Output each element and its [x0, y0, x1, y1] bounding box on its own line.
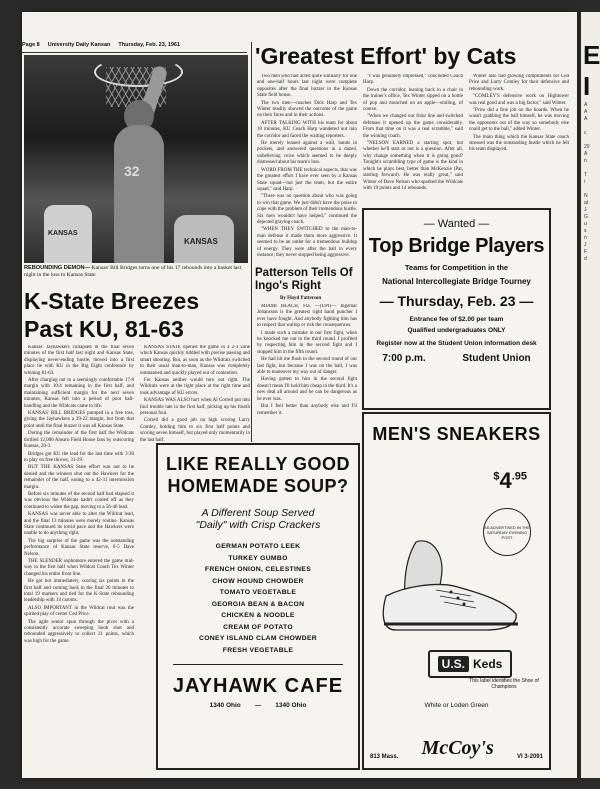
player-body	[114, 125, 164, 263]
adjacent-page-strip	[581, 12, 600, 778]
advertised-seal: AS ADVERTISED IN THE SATURDAY EVENING POST	[483, 508, 531, 556]
list-item: FRENCH ONION, CELESTINES	[204, 566, 312, 573]
paragraph: Bridges got KU the lead for the last time with 3:30 to play on free throws, 31-29.	[24, 451, 134, 463]
list-item: GEORGIA BEAN & BACON	[211, 600, 305, 608]
sneaker-colors: White or Loden Green	[424, 702, 489, 709]
paragraph: MIAMI BEACH, Fla. —(UPI)— Ingemar Johansson is the greatest right hand puncher I ever have fought. And anybody fighting him has to respect that wallop or risk the consequences.	[257, 304, 357, 329]
ad-time-place	[364, 353, 549, 364]
price-dollar: $	[493, 470, 500, 483]
paragraph: AFTER TALKING WITH his team for about 10 minutes, KU Coach Harp wandered out into the corridor and faced the waiting reporters.	[257, 120, 357, 139]
soup-advertisement	[156, 443, 360, 770]
list-item: TURKEY GUMBO	[228, 554, 288, 562]
store-name: McCoy's	[421, 737, 494, 759]
paragraph: ALSO IMPORTANT in the Wildcat rout was the spirited play of center Ced Price.	[24, 605, 134, 618]
paragraph: KANSAS' BILL BRIDGES pumped in a free toss, giving the Jayhawkers a 29-22 margin, but from that point until the final buzzer it was all Kansas State.	[24, 411, 134, 429]
jersey-text-left: KANSAS	[48, 230, 78, 237]
sneaker-illustration	[376, 534, 526, 644]
paragraph: The agile senior spun through the pivot with a consistently accurate sweeping hook shot and rebounded aggressively to collect 21 points, which was high for the game.	[24, 619, 134, 644]
ad-teams: Teams for Competition in the	[404, 263, 509, 272]
list-item: CONEY ISLAND CLAM CHOWDER	[198, 635, 317, 642]
paragraph: KANSAS was never able to alter the Wildcat lead, and the final 13 minutes were merely routine. Kansas State continued its torrid pace and the Hawkers were unable to do anything right.	[24, 512, 134, 537]
keds-logo	[428, 650, 512, 678]
strip-letter: E	[583, 40, 600, 70]
sneaker-price	[493, 468, 527, 494]
ad-qualification: Qualified undergraduates ONLY	[407, 327, 506, 334]
list-item: TOMATO VEGETABLE	[219, 589, 297, 596]
list-item: CHICKEN & NOODLE	[221, 612, 295, 619]
price-main: 4	[499, 468, 512, 493]
paragraph: The big surprise of the game was the outstanding performance of Kansas State reserve, 6-5 Dave Nelson.	[24, 538, 134, 557]
paragraph: "WHEN THEY SWITCHED to the man-to-man defense it made them more aggressive. It seemed to be an outlet for a tremendous buildup of energy. They were after the ball in every instance; they never stopped being aggressive.	[257, 227, 357, 258]
patterson-body	[257, 304, 357, 444]
dash: —	[254, 702, 262, 709]
effort-col-3	[469, 74, 569, 204]
column-rule	[251, 42, 252, 442]
cafe-address-right: 1340 Ohio	[275, 702, 307, 709]
paragraph: The two men—coaches Dick Harp and Tex Winter readily showed the outcome of the game on their faces and in their actions.	[257, 100, 357, 119]
paragraph: Kansas' Jayhawkers collapsed in the final seven minutes of the first half last night and Kansas State, displaying never-ending hustle, moved into a first place tie with KU in the Big Eight conference by winning 81-63.	[24, 345, 134, 376]
paragraph: "NELSON EARNED a starting spot, but whether he'll start or not is a question. After all, why change something when it is going good? Tonight's scrambling type of game is the kind in which he plays best, better than McKenzie (Pat, starting forward). He was really great," said Winter of Dave Nelson who sparked the Wildcats with 19 points and 14 rebounds.	[363, 141, 463, 191]
soup-list	[158, 541, 358, 656]
paragraph: Correll did a good job on high scoring Larry Comley, holding him to six first half points and scoring seven himself, but played only momentarily in the last half.	[140, 418, 250, 443]
list-item: CHOW HOUND CHOWDER	[212, 577, 304, 585]
paragraph: For Kansas neither would turn out right. The Wildcats were at the right place at the right time and took advantage of KU errors.	[140, 378, 250, 396]
sneaker-advertisement	[362, 412, 551, 770]
effort-col-1	[257, 74, 357, 270]
list-item: FRESH VEGETABLE	[222, 646, 294, 654]
paragraph: KANSAS WAS ALSO hurt when Al Correll put into foul trouble late in the first half, picking up his fourth personal foul.	[140, 398, 250, 417]
paragraph: He got hot immediately, scoring six points in the first half and coming back in the final 20 minutes to total 19 markers and tied for the K-State rebounding leadership with 14 caroms.	[24, 579, 134, 604]
cafe-name: JAYHAWK CAFE	[172, 675, 344, 697]
paragraph: Down the corridor, leaning back in a chair in the trainer's office, Tex Winter sipped on a bottle of pop and munched on an apple—smiling, of course.	[363, 87, 463, 113]
store-address: 813 Mass.	[370, 754, 399, 760]
ad-wanted: — Wanted —	[423, 218, 490, 230]
effort-headline: 'Greatest Effort' by Cats	[255, 43, 517, 69]
list-item: GERMAN POTATO LEEK	[215, 543, 301, 550]
page-number: Page 8	[22, 42, 40, 48]
store-phone: VI 3-2091	[516, 754, 543, 760]
photo-caption	[24, 265, 249, 279]
paragraph: He had hit me flush in the second round of our last fight, but because I was on the ball, I was able to maneuver my way out of danger.	[257, 357, 357, 376]
ad-place: Student Union	[462, 353, 531, 364]
paragraph: KANSAS STATE opened the game in a 2-3 zone which Kansas quickly riddled with precise passing and smart shooting. But, as soon as the Wildcats switched to their usual man-to-man, Kansas was completely outmanned and quickly played out of contention.	[140, 345, 250, 376]
issue-date: Thursday, Feb. 23, 1961	[118, 42, 181, 48]
paragraph: THE SLENDER sophomore entered the game mid-way in the first half when Wildcat Coach Tex Winter changed his entire front line.	[24, 559, 134, 577]
jersey-text-right: KANSAS	[184, 237, 218, 246]
basketball-photo	[24, 55, 248, 263]
paragraph: "I was genuinely impressed," concluded Coach Harp.	[363, 74, 463, 86]
ad-tourney: National Intercollegiate Bridge Tourney	[382, 277, 531, 286]
sneaker-headline: MEN'S SNEAKERS	[372, 424, 541, 444]
price-cents: .95	[511, 470, 527, 483]
paragraph: The main thing which the Kansas State coach stressed was the outstanding hustle which he felt his team displayed.	[469, 134, 569, 153]
paper-name: University Daily Kansan	[47, 42, 111, 48]
ad-time: 7:00 p.m.	[382, 353, 426, 364]
caption-text: Kansas' Bill Bridges turns one of his 17 rebounds into a basket last night in the loss to Kansas State	[24, 265, 242, 278]
paragraph: BUT THE KANSAS State effort was not to be denied and the winners shut out the Hawkers for the remainder of the half, easing to a 42-31 intermission margin.	[24, 465, 134, 490]
list-item: CREAM OF POTATO	[223, 623, 293, 631]
masthead	[22, 42, 247, 53]
main-story-col-1	[24, 345, 134, 775]
paragraph: Two men who had acted quite similarly for one and one-half hours last night were complete opposites after the final buzzer in the Kansas State field house.	[257, 74, 357, 99]
paragraph: "There was no question about who was going to win that game. We just didn't have the poise to cope with the problem of their tremendous hustle. Six men wouldn't have helped," continued the dejected graying coach.	[257, 194, 357, 225]
newspaper-page	[22, 12, 577, 778]
keds-brand: Keds	[473, 657, 503, 671]
ad-date: — Thursday, Feb. 23 —	[379, 293, 534, 309]
paragraph: WORD FROM THE technical aspects, that was the greatest effort I have ever seen by a Kansas State squad—not just the team, but the entire squad," said Harp.	[257, 167, 357, 192]
divider	[173, 664, 343, 665]
soup-headline-1: LIKE REALLY GOOD	[165, 454, 351, 474]
ad-register: Register now at the Student Union information desk	[376, 340, 537, 347]
paragraph: I made such a mistake in our first fight, when he knocked me out in the third round. I profited by respecting him in the second fight and I stopped him in the fifth round.	[257, 330, 357, 355]
store-footer	[370, 737, 543, 760]
keds-tagline: This label identifies the Shoe of Champions	[469, 678, 539, 690]
keds-badge: U.S.	[438, 656, 469, 672]
ad-headline: Top Bridge Players	[368, 235, 545, 257]
ad-fee: Entrance fee of $2.00 per team	[409, 316, 504, 323]
main-headline: K-State Breezes Past KU, 81-63	[24, 288, 200, 342]
cafe-address	[158, 702, 358, 709]
caption-lead: REBOUNDING DEMON—	[24, 265, 91, 271]
main-story-col-2	[140, 345, 250, 455]
paragraph: Winter also had glowing compliments for Ced Price and Larry Comley for their defensive and rebounding work.	[469, 74, 569, 92]
soup-headline-2: HOMEMADE SOUP?	[167, 476, 349, 496]
paragraph: Having gotten to him in the second fight doesn't mean I'll hold him cheap in the third. It's a new deal all around and he can be dangerous as he ever was.	[257, 377, 357, 402]
patterson-headline: Patterson Tells Of Ingo's Right	[255, 267, 353, 292]
patterson-byline: By Floyd Patterson	[280, 296, 322, 301]
paragraph: But I feel better than anybody else and I'll remember it.	[257, 404, 357, 416]
bridge-advertisement	[362, 208, 551, 410]
effort-col-2	[363, 74, 463, 204]
strip-text: A A A c 20 A n T i N at J G u s n J F d	[584, 102, 590, 262]
paragraph: He merely leaned against a wall, hands in pockets, and answered questions in a dazed, unbelieving voice which seemed to be deeply distressed about his team's loss.	[257, 141, 357, 166]
soup-sub-2: "Daily" with Crisp Crackers	[195, 519, 321, 531]
paragraph: After charging out to a seemingly comfortable 17-8 margin with 10:4 remaining in the first half, and maintaining sufficient margin for the next seven minutes, Kansas fell into a period of poor ball-handling and the Wildcats came to life.	[24, 378, 134, 409]
cafe-address-left: 1340 Ohio	[209, 702, 241, 709]
paragraph: "Price did a fine job on the boards. When he wasn't grabbing the ball himself, he was moving the opponents out of the way so somebody else could get to the ball," added Winter.	[469, 108, 569, 133]
paragraph: "COMLEY'S defensive work on Hightower was real good and was a big factor," said Winter.	[469, 94, 569, 106]
jersey-number: 32	[124, 163, 140, 179]
paragraph: "When we changed our front line and switched defenses it opened up the game considerably. From that time on it was a real scramble," said the winning coach.	[363, 114, 463, 139]
paragraph: During the remainder of the first half the Wildcats thrilled 12,000 Ahearn Field House fans by outscoring Kansas, 20-3.	[24, 431, 134, 450]
strip-letter-2: I	[583, 71, 591, 101]
paragraph: Before six minutes of the second half had elapsed it was obvious the Wildcats hadn't cooled off as they continued to widen the gap, moving to a 56-40 lead.	[24, 491, 134, 510]
soup-sub-1: A Different Soup Served	[201, 507, 315, 519]
